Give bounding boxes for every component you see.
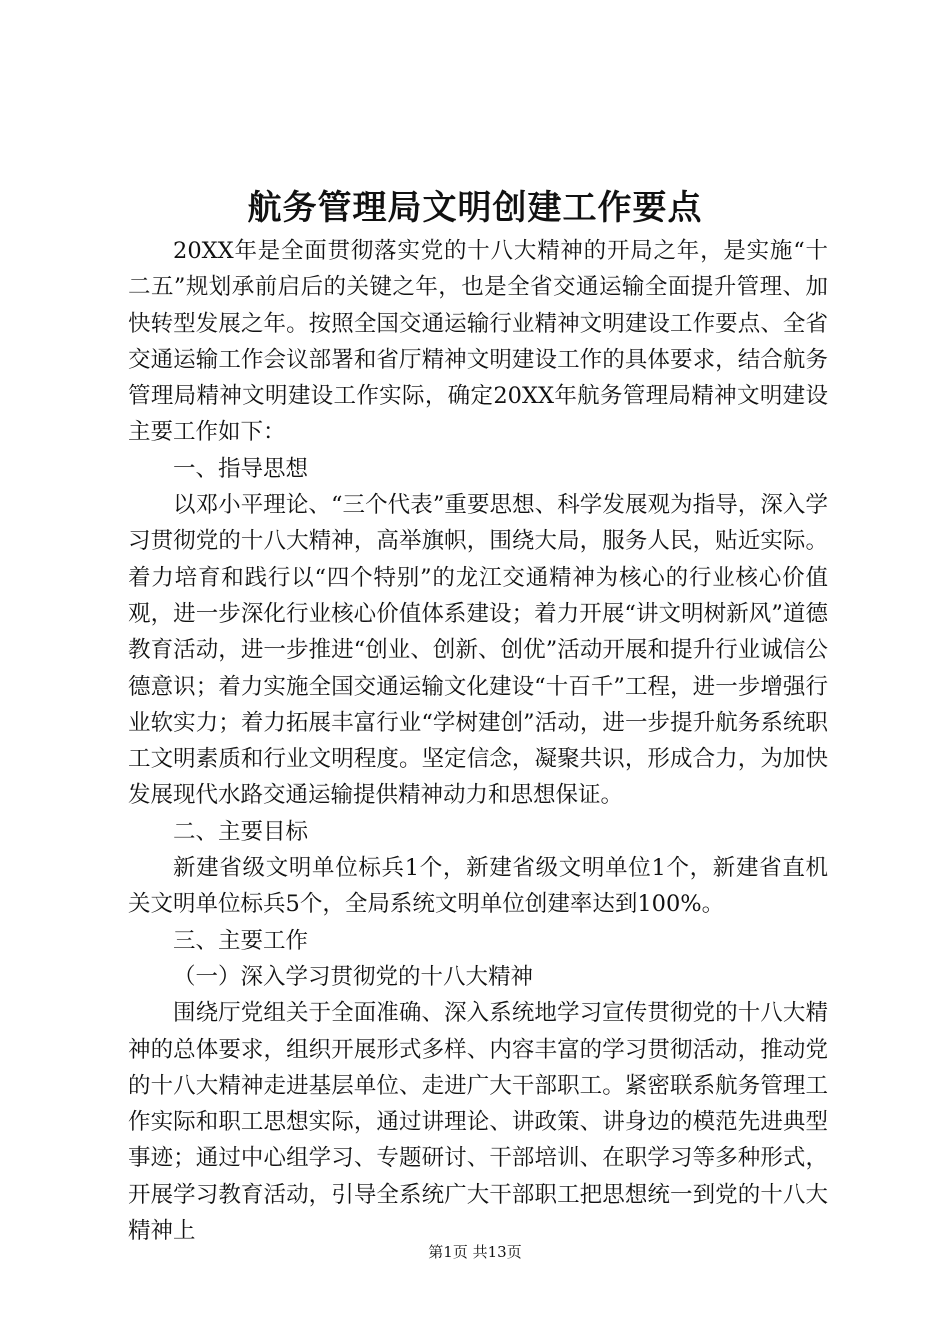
section-heading-main-goals: 二、主要目标 [173,818,309,845]
document-title: 航务管理局文明创建工作要点 [247,188,703,228]
guiding-ideology-paragraph: 以邓小平理论、“三个代表”重要思想、科学发展观为指导，深入学习贯彻党的十八大精神，高举旗帜，围绕大局，服务人民，贴近实际。着力培育和践行以“四个特别”的龙江交通精神为核心的行业核心价值观，进一步深化行业核心价值体系建设；着力开展“讲文明树新风”道德教育活动，进一步推进“创业、创新、创优”活动开展和提升行业诚信公德意识；着力实施全国交通运输文化建设“十百千”工程，进一步增强行业软实力；着力拓展丰富行业“学树建创”活动，进一步提升航务系统职工文明素质和行业文明程度。坚定信念，凝聚共识，形成合力，为加快发展现代水路交通运输提供精神动力和思想保证。 [128,492,828,809]
main-goals-paragraph: 新建省级文明单位标兵1个，新建省级文明单位1个，新建省直机关文明单位标兵5个，全局系统文明单位创建率达到100%。 [128,855,828,918]
subsection-heading-study: （一）深入学习贯彻党的十八大精神 [173,963,534,990]
intro-paragraph: 20XX年是全面贯彻落实党的十八大精神的开局之年，是实施“十二五”规划承前启后的关键之年，也是全省交通运输全面提升管理、加快转型发展之年。按照全国交通运输行业精神文明建设工作要点、全省交通运输工作会议部署和省厅精神文明建设工作的具体要求，结合航务管理局精神文明建设工作实际，确定20XX年航务管理局精神文明建设主要工作如下： [128,238,828,446]
study-paragraph: 围绕厅党组关于全面准确、深入系统地学习宣传贯彻党的十八大精神的总体要求，组织开展形式多样、内容丰富的学习贯彻活动，推动党的十八大精神走进基层单位、走进广大干部职工。紧密联系航务管理工作实际和职工思想实际，通过讲理论、讲政策、讲身边的模范先进典型事迹；通过中心组学习、专题研讨、干部培训、在职学习等多种形式，开展学习教育活动，引导全系统广大干部职工把思想统一到党的十八大精神上 [128,1000,828,1245]
section-heading-main-work: 三、主要工作 [173,927,309,954]
page-number-footer: 第1页 共13页 [428,1243,522,1261]
document-body [128,233,828,1249]
section-heading-guiding-ideology: 一、指导思想 [173,455,309,482]
